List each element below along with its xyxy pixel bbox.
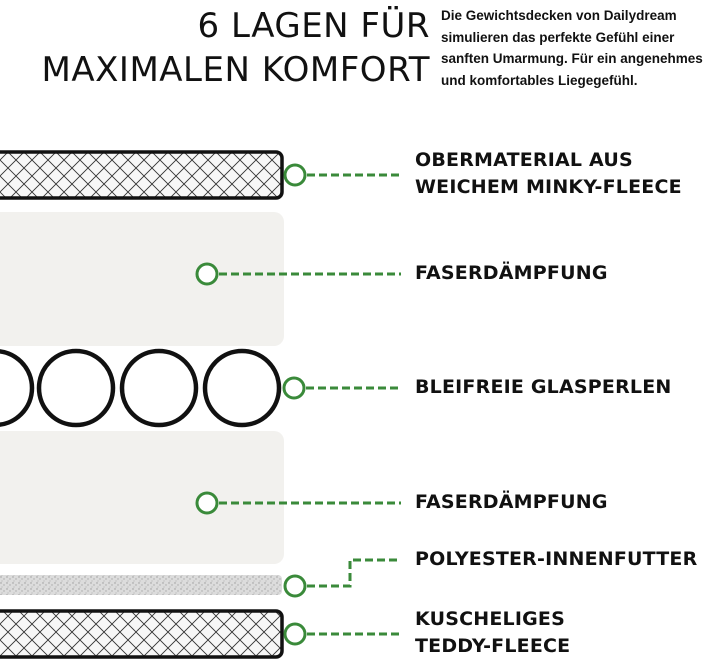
intro-line-4: und komfortables Liegegefühl. [441,72,638,88]
intro-line-2: simulieren das perfekte Gefühl einer [441,29,675,45]
label-line: FASERDÄMPFUNG [415,491,608,513]
minky-fleece-layer [0,152,282,198]
title-line-1: 6 LAGEN FÜR [197,6,430,46]
glass-bead [39,351,113,425]
label-line: KUSCHELIGES [415,608,565,630]
connector-dot-3 [284,378,304,398]
label-line: OBERMATERIAL AUS [415,149,633,171]
label-line: POLYESTER-INNENFUTTER [415,548,698,570]
glass-bead [205,351,279,425]
intro-line-3: sanften Umarmung. Für ein angenehmes [441,51,703,66]
glass-bead [0,351,32,425]
label-glass-beads [415,374,672,401]
label-polyester-lining [415,546,697,573]
polyester-lining-layer [0,575,282,595]
label-fiber-padding-bottom [415,489,608,516]
label-teddy-fleece [415,606,570,660]
connector-dot-6 [285,624,305,644]
fiber-padding-layer-top [0,212,284,346]
label-minky-fleece [415,147,682,201]
glass-beads-layer [0,351,279,425]
label-line: FASERDÄMPFUNG [415,262,608,284]
glass-bead [122,351,196,425]
intro-line-1: Die Gewichtsdecken von Dailydream [441,8,677,23]
label-fiber-padding-top [415,260,608,287]
label-line: WEICHEM MINKY-FLEECE [415,176,682,198]
connector-dot-1 [285,165,305,185]
teddy-fleece-layer [0,611,282,657]
connector-line-5 [307,560,401,586]
label-line: TEDDY-FLEECE [415,635,571,657]
title-line-2: MAXIMALEN KOMFORT [41,50,430,90]
fiber-padding-layer-bottom [0,431,284,564]
connector-dot-2 [197,264,217,284]
label-line: BLEIFREIE GLASPERLEN [415,376,672,398]
connector-dot-4 [197,493,217,513]
connector-dot-5 [285,576,305,596]
